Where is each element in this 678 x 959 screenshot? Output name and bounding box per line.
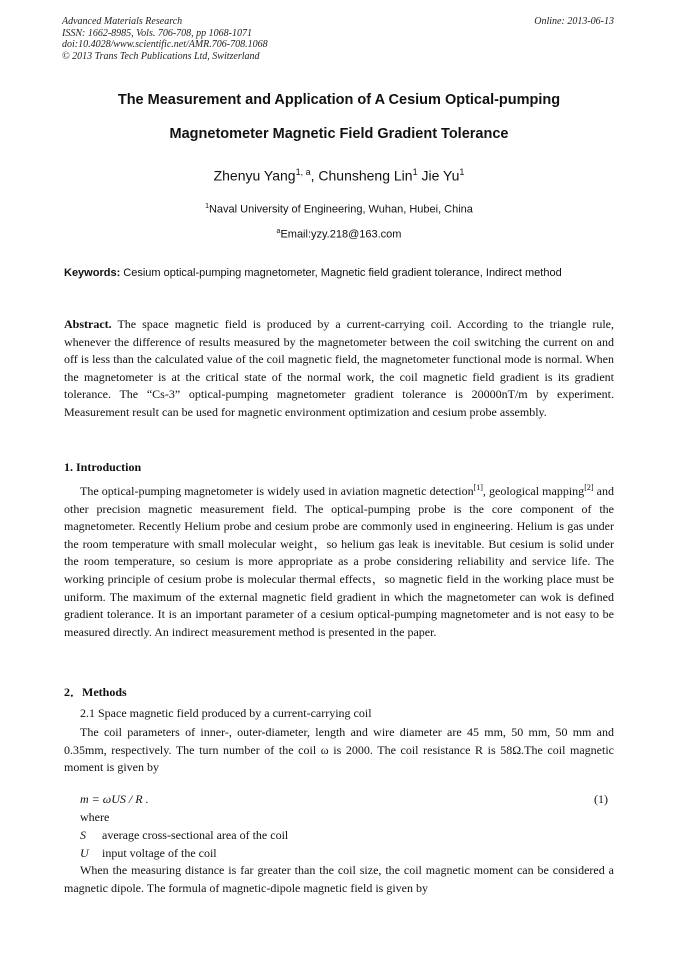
coil-parameters-paragraph: The coil parameters of inner-, outer-diameter, length and wire diameter are 45 mm, 50 mm, 50 mm and 0.35mm, respectively. The turn number of the coil ω is 2000. The coil resistance R is 58Ω.The coil magnetic moment is given by	[64, 725, 614, 775]
author-name: Chunsheng Lin	[318, 167, 413, 184]
author-affiliation-mark: 1	[459, 167, 465, 177]
affiliation-text: Naval University of Engineering, Wuhan, Hubei, China	[208, 203, 473, 216]
intro-text: and other precision magnetic measurement field. The optical-pumping probe is the core component of the magnetometer. Recently Helium probe and cesium probe are commonly used in engineering. Helium is gas under the room temperature with small molecular weight，so helium gas leak is inevitable. But cesium is solid under the room temperature, so cesium is more appropriate as a probe considering reliability and service life. The working principle of cesium probe is molecular thermal effects，so magnetic field in the working place must be uniform. The maximum of the external magnetic field gradient in which the magnetometer can wok is defined gradient tolerance. It is an important parameter of a cesium optical-pumping magnetometer and is not easy to be measured directly. An indirect measurement method is presented in the paper.	[64, 484, 614, 639]
email-text: Email:yzy.218@163.com	[280, 228, 402, 241]
email-mark: a	[276, 228, 281, 235]
variable-definition	[80, 846, 217, 861]
keywords-text: Cesium optical-pumping magnetometer, Magnetic field gradient tolerance, Indirect method	[120, 267, 562, 279]
introduction-paragraph	[64, 483, 614, 641]
citation: [1]	[473, 483, 483, 492]
equation-1: m = ωUS / R .	[80, 792, 149, 806]
author-affiliation-mark: 1, a	[295, 167, 311, 177]
journal-name: Advanced Materials Research	[62, 16, 183, 27]
intro-text: , geological mapping	[482, 484, 585, 498]
where-label: where	[80, 810, 110, 824]
affiliation	[40, 203, 638, 216]
online-date: Online: 2013-06-13	[534, 16, 614, 27]
author-name: Jie Yu	[417, 167, 460, 184]
paper-title-line-2: Magnetometer Magnetic Field Gradient Tolerance	[169, 126, 509, 142]
author-list	[40, 167, 638, 184]
variable-definition	[80, 828, 288, 843]
abstract-block	[64, 316, 614, 422]
intro-text: The optical-pumping magnetometer is widely used in aviation magnetic detection	[80, 484, 474, 498]
variable-symbol: S	[80, 828, 86, 842]
variable-description: input voltage of the coil	[102, 846, 217, 860]
dipole-paragraph: When the measuring distance is far greater than the coil size, the coil magnetic moment can be considered a magnetic dipole. The formula of magnetic-dipole magnetic field is given by	[64, 863, 614, 895]
variable-symbol: U	[80, 846, 89, 860]
variable-description: average cross-sectional area of the coil	[102, 828, 289, 842]
abstract-label: Abstract.	[64, 317, 112, 331]
section-heading-methods: 2．Methods	[64, 685, 127, 699]
keywords-label: Keywords:	[64, 267, 121, 279]
keywords-block	[64, 265, 614, 282]
author-email	[40, 228, 638, 241]
equation-number: (1)	[594, 792, 608, 806]
paper-title-line-1: The Measurement and Application of A Cesium Optical-pumping	[117, 92, 561, 108]
abstract-text: The space magnetic field is produced by a current-carrying coil. According to the triangle rule, whenever the difference of results measured by the magnetometer between the coil switching the current on and off is less than the calculated value of the coil magnetic field, the magnetometer functional mode is normal. When the magnetometer is at the critical state of the normal work, the coil magnetic field gradient is its gradient tolerance. The “Cs-3” optical-pumping magnetometer gradient tolerance is 20000nT/m by experiment. Measurement result can be used for magnetic environment optimization and cesium probe assembly.	[64, 317, 614, 419]
citation: [2]	[584, 483, 594, 492]
author-affiliation-mark: 1	[412, 167, 418, 177]
copyright-line: © 2013 Trans Tech Publications Ltd, Switzerland	[62, 50, 260, 62]
journal-header	[62, 16, 268, 62]
subsection-heading: 2.1 Space magnetic field produced by a current-carrying coil	[80, 706, 372, 720]
doi-line: doi:10.4028/www.scientific.net/AMR.706-708.1068	[62, 39, 268, 50]
author-separator: ,	[310, 167, 319, 184]
affiliation-mark: 1	[205, 203, 209, 210]
author-name: Zhenyu Yang	[213, 167, 296, 184]
issn-line: ISSN: 1662-8985, Vols. 706-708, pp 1068-1071	[62, 27, 252, 39]
section-heading-introduction: 1. Introduction	[64, 460, 142, 474]
